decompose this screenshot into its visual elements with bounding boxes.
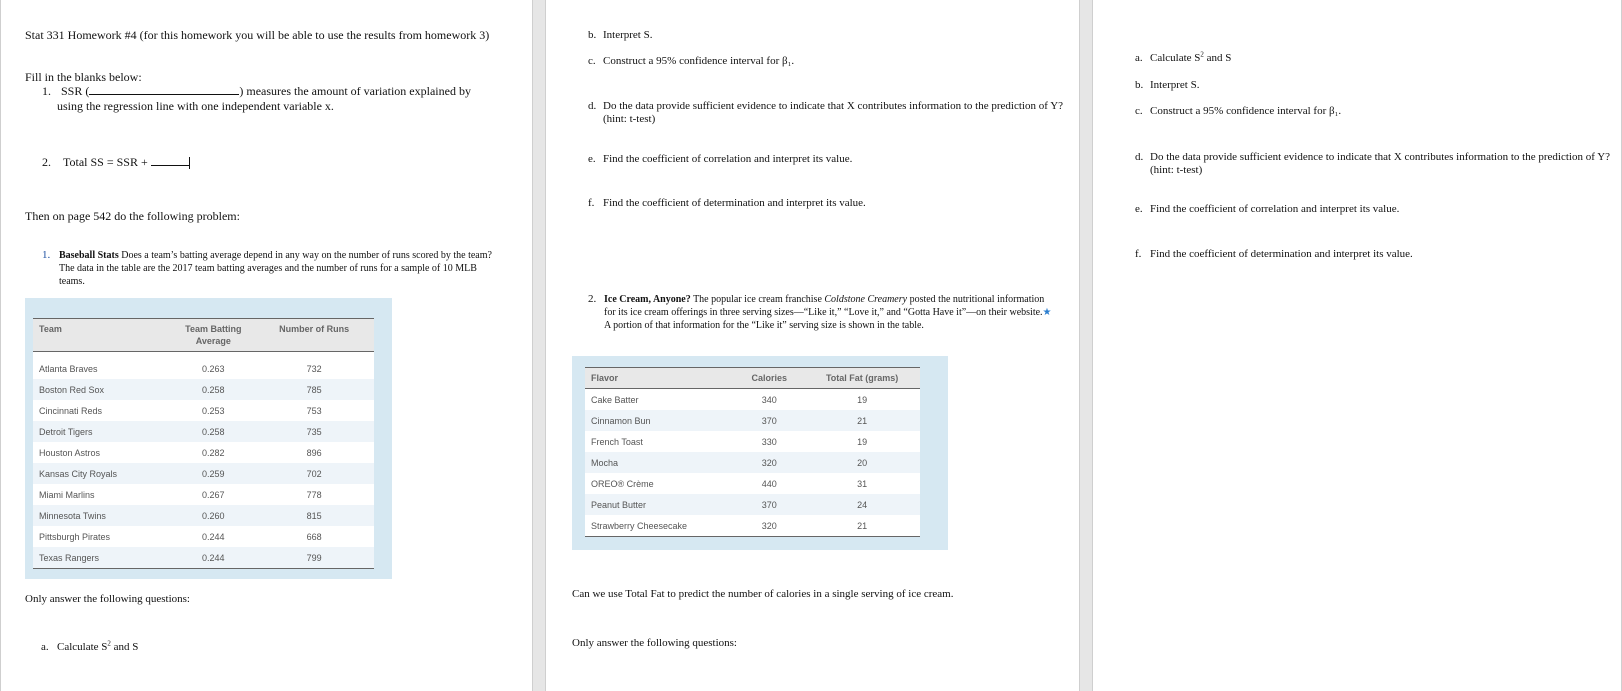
table-row: OREO® Crème 440 31 <box>585 473 920 494</box>
table-row: Kansas City Royals 0.259 702 <box>33 463 374 484</box>
icecream-table-header <box>585 368 920 389</box>
header-team: Team <box>33 319 172 352</box>
question-a-p3: Calculate $S^2$ and S <box>1150 50 1232 64</box>
question-2-text: Total SS = SSR + <box>63 155 148 169</box>
homework-title: Stat 331 Homework #4 (for this homework you will be able to use the results from homework 3) <box>25 28 490 42</box>
icecream-question: Can we use Total Fat to predict the number of calories in a single serving of ice cream. <box>572 588 954 600</box>
problem-2-title: Ice Cream, Anyone? <box>604 294 691 305</box>
table-row: Cincinnati Reds 0.253 753 <box>33 400 374 421</box>
header-calories: Calories <box>734 368 804 389</box>
question-2-number: 2. <box>42 155 51 169</box>
question-d-hint: (hint: t-test) <box>603 113 656 125</box>
problem-2-text: Ice Cream, Anyone? The popular ice cream franchise Coldstone Creamery posted the nutritional information for its ice cream offerings in three serving sizes—“Like it,” “Love it,” and “Gotta Have it”—on their website.★ A portion of that information for the “Like it” serving size is shown in the table. <box>604 294 1052 331</box>
table-row: Miami Marlins 0.267 778 <box>33 484 374 505</box>
question-d-p3: Do the data provide sufficient evidence to indicate that X contributes information to the prediction of Y? <box>1150 151 1611 163</box>
document-page-3 <box>1092 0 1622 691</box>
problem-1-number: 1. <box>42 249 51 261</box>
question-1-line-2: using the regression line with one independent variable x. <box>57 99 334 113</box>
table-row: Cake Batter 340 19 <box>585 389 920 411</box>
question-b: Interpret S. <box>603 29 653 41</box>
question-f-label: f. <box>588 197 595 209</box>
header-flavor: Flavor <box>585 368 734 389</box>
table-row: Pittsburgh Pirates 0.244 668 <box>33 526 374 547</box>
question-d: Do the data provide sufficient evidence to indicate that X contributes information to the prediction of Y? <box>603 100 1064 112</box>
question-e: Find the coefficient of correlation and interpret its value. <box>603 153 853 165</box>
header-batting-average: Team Batting Average <box>172 319 254 352</box>
question-c-label: c. <box>588 55 596 67</box>
question-1-line-1 <box>61 84 471 98</box>
table-row: Detroit Tigers 0.258 735 <box>33 421 374 442</box>
table-row: Strawberry Cheesecake 320 21 <box>585 515 920 537</box>
problem-1-text <box>59 249 504 288</box>
document-page-1 <box>0 0 533 691</box>
question-a-label-p3: a. <box>1135 52 1143 64</box>
question-a: Calculate $S^2$ and S <box>57 639 139 653</box>
answer-blank-2 <box>151 165 189 166</box>
question-f-p3: Find the coefficient of determination and interpret its value. <box>1150 248 1413 260</box>
star-icon: ★ <box>1042 307 1052 318</box>
question-c-label-p3: c. <box>1135 105 1143 117</box>
question-2 <box>63 155 190 169</box>
header-runs: Number of Runs <box>254 319 374 352</box>
table-row: French Toast 330 19 <box>585 431 920 452</box>
problem-1-body: Does a team’s batting average depend in any way on the number of runs scored by the team? The data in the table are the 2017 team batting averages and the number of runs for a sample of 10 MLB teams. <box>59 250 492 287</box>
document-page-2 <box>545 0 1080 691</box>
only-answer-instruction: Only answer the following questions: <box>25 593 190 605</box>
table-row: Mocha 320 20 <box>585 452 920 473</box>
question-e-label-p3: e. <box>1135 203 1143 215</box>
table-row: Minnesota Twins 0.260 815 <box>33 505 374 526</box>
fill-heading: Fill in the blanks below: <box>25 70 142 84</box>
table-row: Boston Red Sox 0.258 785 <box>33 379 374 400</box>
question-d-hint-p3: (hint: t-test) <box>1150 164 1203 176</box>
question-e-p3: Find the coefficient of correlation and interpret its value. <box>1150 203 1400 215</box>
table-row: Houston Astros 0.282 896 <box>33 442 374 463</box>
question-1-suffix: ) measures the amount of variation explained by <box>239 84 471 98</box>
question-b-label: b. <box>588 29 597 41</box>
problem-1-title: Baseball Stats <box>59 250 119 261</box>
icecream-table <box>585 367 920 537</box>
baseball-table-header <box>33 319 374 352</box>
question-f: Find the coefficient of determination and interpret its value. <box>603 197 866 209</box>
question-a-label: a. <box>41 641 49 653</box>
table-row: Cinnamon Bun 370 21 <box>585 410 920 431</box>
table-row: Texas Rangers 0.244 799 <box>33 547 374 569</box>
question-c-p3: Construct a 95% confidence interval for β₁. <box>1150 105 1342 117</box>
problem-2-number: 2. <box>588 293 597 305</box>
question-d-label: d. <box>588 100 597 112</box>
question-f-label-p3: f. <box>1135 248 1142 260</box>
question-d-label-p3: d. <box>1135 151 1144 163</box>
question-e-label: e. <box>588 153 596 165</box>
header-total-fat: Total Fat (grams) <box>804 368 920 389</box>
question-b-p3: Interpret S. <box>1150 79 1200 91</box>
company-name: Coldstone Creamery <box>824 294 908 305</box>
table-row: Peanut Butter 370 24 <box>585 494 920 515</box>
only-answer-instruction-2: Only answer the following questions: <box>572 637 737 649</box>
question-1-number: 1. <box>42 84 51 98</box>
question-b-label-p3: b. <box>1135 79 1144 91</box>
then-instruction: Then on page 542 do the following problem: <box>25 209 240 223</box>
question-c: Construct a 95% confidence interval for β₁. <box>603 55 795 67</box>
blank-end-mark <box>189 157 190 169</box>
question-1-prefix: SSR ( <box>61 84 90 98</box>
baseball-table <box>33 318 374 569</box>
answer-blank-1 <box>89 94 239 95</box>
table-row: Atlanta Braves 0.263 732 <box>33 358 374 379</box>
